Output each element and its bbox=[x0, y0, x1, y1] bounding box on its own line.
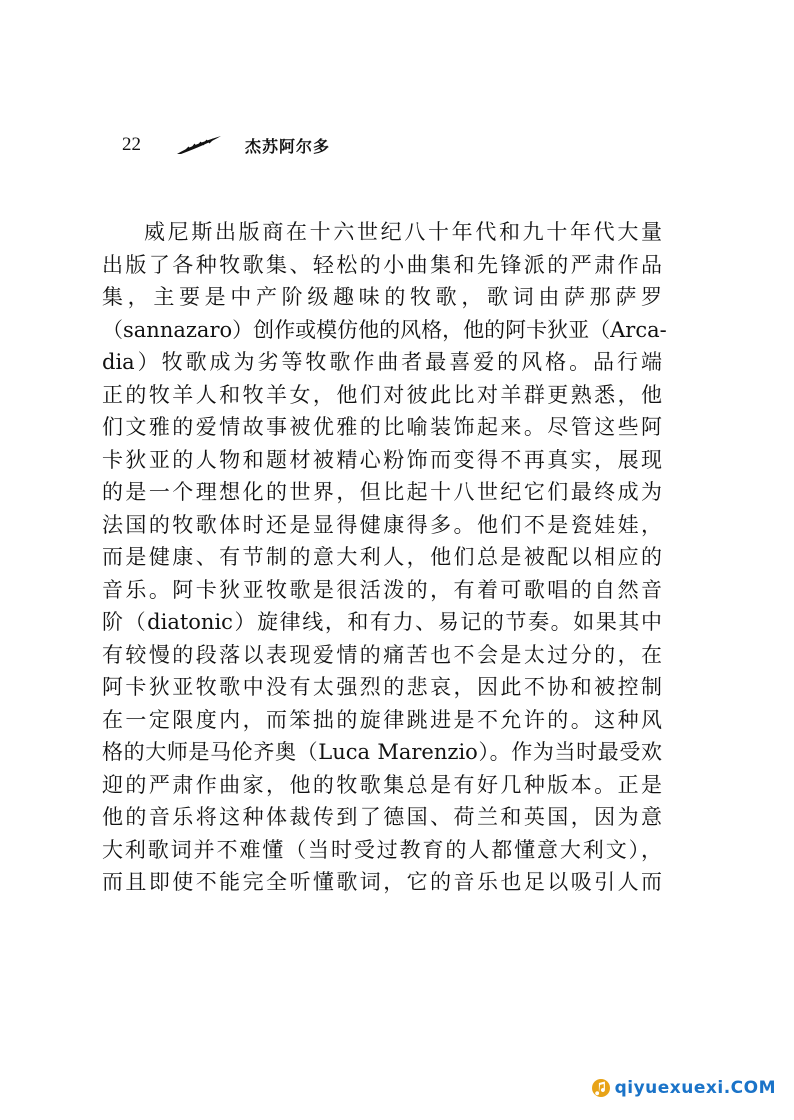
text-line: 迎的严肃作曲家，他的牧歌集总是有好几种版本。正是 bbox=[102, 772, 662, 797]
text-line: 而是健康、有节制的意大利人，他们总是被配以相应的 bbox=[102, 545, 662, 569]
body-paragraph bbox=[102, 216, 667, 899]
text-line: 阿卡狄亚牧歌中没有太强烈的悲哀，因此不协和被控制 bbox=[102, 675, 662, 699]
text-line: 格的大师是马伦齐奥（Luca Marenzio）。作为当时最受欢 bbox=[102, 740, 662, 764]
text-line: 在一定限度内，而笨拙的旋律跳进是不允许的。这种风 bbox=[102, 707, 662, 732]
text-line: 卡狄亚的人物和题材被精心粉饰而变得不再真实，展现 bbox=[102, 447, 662, 472]
text-line: 有较慢的段落以表现爱情的痛苦也不会是太过分的，在 bbox=[102, 642, 662, 667]
text-line: 法国的牧歌体时还是显得健康得多。他们不是瓷娃娃， bbox=[102, 512, 662, 537]
page-header bbox=[122, 128, 330, 162]
text-line: 集，主要是中产阶级趣味的牧歌，歌词由萨那萨罗 bbox=[102, 285, 662, 309]
text-line: 们文雅的爱情故事被优雅的比喻装饰起来。尽管这些阿 bbox=[102, 415, 662, 439]
page-number: 22 bbox=[122, 134, 141, 155]
watermark bbox=[591, 1078, 776, 1098]
text-line: 他的音乐将这种体裁传到了德国、荷兰和英国，因为意 bbox=[102, 805, 662, 829]
text-line: 出版了各种牧歌集、轻松的小曲集和先锋派的严肃作品 bbox=[102, 252, 662, 277]
text-line: 的是一个理想化的世界，但比起十八世纪它们最终成为 bbox=[102, 480, 662, 504]
text-line: 威尼斯出版商在十六世纪八十年代和九十年代大量 bbox=[144, 220, 662, 244]
running-title: 杰苏阿尔多 bbox=[245, 136, 331, 156]
watermark-text: qiyuexuexi.COM bbox=[614, 1078, 776, 1098]
feather-ornament-icon bbox=[175, 134, 223, 156]
text-line: 而且即使不能完全听懂歌词，它的音乐也足以吸引人而 bbox=[102, 870, 662, 894]
text-line: 大利歌词并不难懂（当时受过教育的人都懂意大利文）， bbox=[102, 837, 662, 862]
text-line: 阶（diatonic）旋律线，和有力、易记的节奏。如果其中 bbox=[102, 610, 662, 634]
text-line: 音乐。阿卡狄亚牧歌是很活泼的，有着可歌唱的自然音 bbox=[102, 577, 662, 602]
music-note-logo-icon bbox=[591, 1078, 611, 1098]
text-line: dia）牧歌成为劣等牧歌作曲者最喜爱的风格。品行端 bbox=[102, 350, 662, 374]
text-line: 正的牧羊人和牧羊女，他们对彼此比对羊群更熟悉，他 bbox=[102, 382, 662, 407]
text-line: （sannazaro）创作或模仿他的风格，他的阿卡狄亚（Arca- bbox=[102, 317, 667, 342]
